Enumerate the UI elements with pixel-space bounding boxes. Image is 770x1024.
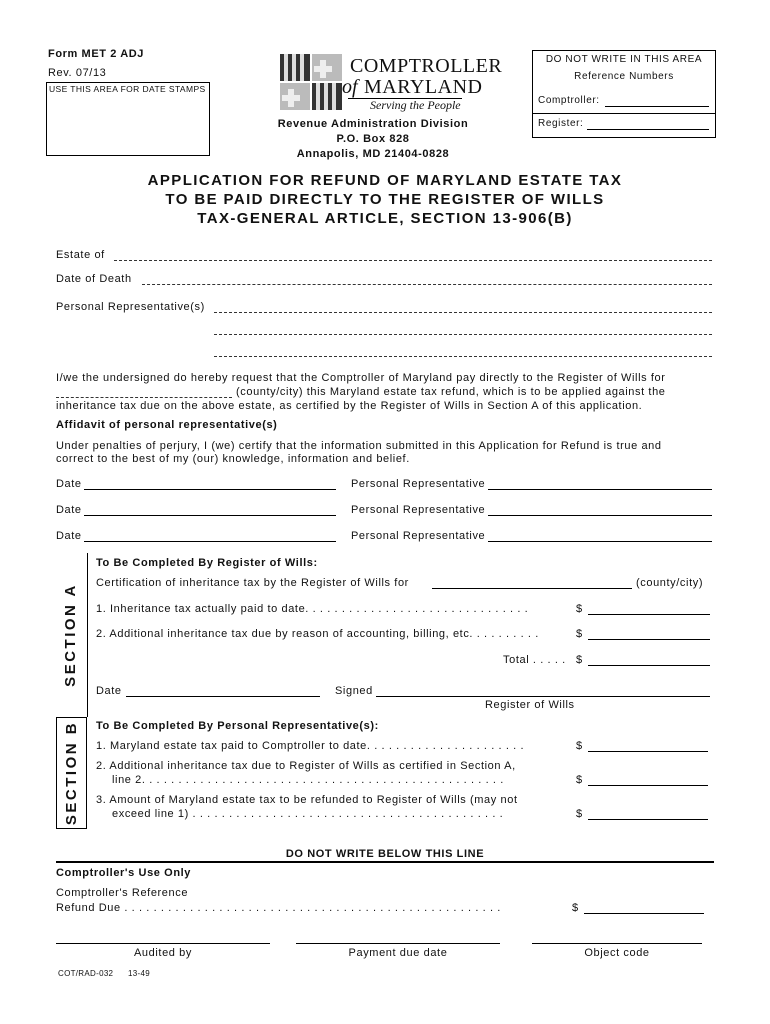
form-title-line1: APPLICATION FOR REFUND OF MARYLAND ESTATE TAX [147,172,623,189]
footer-rule [56,861,714,863]
form-revision: Rev. 07/13 [48,67,107,79]
affidavit-date-field-1[interactable] [84,489,336,490]
office-box-title: DO NOT WRITE IN THIS AREA [545,54,703,65]
section-a-total-field[interactable] [588,665,710,666]
logo-tagline: Serving the People [370,98,461,112]
section-b-amount-1[interactable] [588,751,708,752]
personal-rep-label: Personal Representative(s) [56,301,205,313]
section-a-rule [87,553,88,717]
personal-rep-field-3[interactable] [214,356,712,357]
logo-maryland: MARYLAND [364,76,483,98]
section-a-label: SECTION A [62,583,79,687]
section-a-date-label: Date [96,685,122,697]
request-text-1: I/we the undersigned do hereby request that the Comptroller of Maryland pay directly to the Register of Wills for [56,372,666,384]
object-code-field[interactable] [532,943,702,944]
refund-due-field[interactable] [584,913,704,914]
affidavit-pr-field-2[interactable] [488,515,712,516]
section-a-amount-2[interactable] [588,639,710,640]
request-text-2: (county/city) this Maryland estate tax refund, which is to be applied against the [236,386,666,398]
section-b-amount-2[interactable] [588,785,708,786]
section-a-cert-text: Certification of inheritance tax by the Register of Wills for [96,577,409,589]
affidavit-date-label-1: Date [56,478,82,490]
affidavit-pr-field-1[interactable] [488,489,712,490]
form-title-line2: TO BE PAID DIRECTLY TO THE REGISTER OF WILLS [165,191,605,208]
section-b-item-2a: 2. Additional inheritance tax due to Register of Wills as certified in Section A, [96,760,516,772]
section-a-register-label: Register of Wills [485,699,575,711]
register-ref-field[interactable] [587,129,709,130]
po-box: P.O. Box 828 [336,133,410,145]
object-code-label: Object code [584,947,650,959]
affidavit-pr-field-3[interactable] [488,541,712,542]
affidavit-date-label-2: Date [56,504,82,516]
section-a-heading: To Be Completed By Register of Wills: [96,557,318,569]
section-b-item-3b: exceed line 1) . . . . . . . . . . . . . . . . . . . . . . . . . . . . . . . . . . . . . . . . . . . [112,808,504,820]
estate-of-label: Estate of [56,249,105,261]
logo-of: of [342,76,358,98]
section-a-signed-label: Signed [335,685,373,697]
do-not-write-below: DO NOT WRITE BELOW THIS LINE [285,848,485,860]
refund-due-label: Refund Due . . . . . . . . . . . . . . . . . . . . . . . . . . . . . . . . . . . . . . . . . . . . . . . . . . . . [56,902,501,914]
section-b-item-2b: line 2. . . . . . . . . . . . . . . . . . . . . . . . . . . . . . . . . . . . . . . . . . . . . . . . . . [112,774,504,786]
form-title-line3: TAX-GENERAL ARTICLE, SECTION 13-906(B) [197,210,573,227]
section-b-item-3a: 3. Amount of Maryland estate tax to be refunded to Register of Wills (may not [96,794,518,806]
affidavit-date-field-3[interactable] [84,541,336,542]
section-b-amount-3[interactable] [588,819,708,820]
date-stamp-label: USE THIS AREA FOR DATE STAMPS [49,84,206,94]
division-name: Revenue Administration Division [277,118,469,130]
affidavit-text-2: correct to the best of my (our) knowledge, information and belief. [56,453,410,465]
payment-due-label: Payment due date [348,947,448,959]
affidavit-pr-label-3: Personal Representative [351,530,486,542]
section-a-amount-1[interactable] [588,614,710,615]
form-number: 13-49 [128,969,150,978]
address-city: Annapolis, MD 21404-0828 [296,148,450,160]
office-use-box [532,50,716,138]
section-b-dollar-2: $ [576,774,583,786]
affidavit-pr-label-1: Personal Representative [351,478,486,490]
affidavit-heading: Affidavit of personal representative(s) [56,419,278,431]
section-b-dollar-3: $ [576,808,583,820]
date-of-death-label: Date of Death [56,273,132,285]
comptroller-ref-label: Comptroller: [538,95,600,106]
personal-rep-field-1[interactable] [214,312,712,313]
maryland-flag-logo [280,54,344,112]
date-of-death-field[interactable] [142,284,712,285]
comptroller-reference: Comptroller's Reference [56,887,189,899]
section-a-signature-field[interactable] [376,696,710,697]
section-a-date-field[interactable] [126,696,320,697]
county-city-field[interactable] [56,397,232,398]
comptroller-ref-field[interactable] [605,106,709,107]
logo-comptroller: COMPTROLLER [350,55,503,77]
form-id: Form MET 2 ADJ [48,48,145,60]
section-b-label: SECTION B [63,720,80,826]
payment-due-field[interactable] [296,943,500,944]
affidavit-pr-label-2: Personal Representative [351,504,486,516]
section-a-county-field[interactable] [432,588,632,589]
office-box-subtitle: Reference Numbers [574,71,674,82]
register-ref-label: Register: [538,118,584,129]
affidavit-text-1: Under penalties of perjury, I (we) certify that the information submitted in this Application for Refund is true and [56,440,662,452]
section-a-dollar-1: $ [576,603,583,615]
section-b-heading: To Be Completed By Personal Representative(s): [96,720,379,732]
section-a-item-2: 2. Additional inheritance tax due by reason of accounting, billing, etc. . . . . . . . . . [96,628,539,640]
comptroller-use-only: Comptroller's Use Only [56,867,192,879]
affidavit-date-field-2[interactable] [84,515,336,516]
estate-of-field[interactable] [114,260,712,261]
section-a-dollar-total: $ [576,654,583,666]
section-a-total-label: Total . . . . . [503,654,566,666]
request-text-3: inheritance tax due on the above estate, as certified by the Register of Wills in Section A of this application. [56,400,643,412]
audited-by-label: Audited by [134,947,192,959]
section-a-county-city: (county/city) [636,577,704,589]
section-a-item-1: 1. Inheritance tax actually paid to date. . . . . . . . . . . . . . . . . . . . . . . . . . . . . . . [96,603,529,615]
section-b-dollar-1: $ [576,740,583,752]
section-b-item-1: 1. Maryland estate tax paid to Comptroller to date. . . . . . . . . . . . . . . . . . . . . . [96,740,525,752]
refund-due-dollar: $ [572,902,579,914]
form-code: COT/RAD-032 [58,969,114,978]
audited-by-field[interactable] [56,943,270,944]
section-a-dollar-2: $ [576,628,583,640]
affidavit-date-label-3: Date [56,530,82,542]
personal-rep-field-2[interactable] [214,334,712,335]
